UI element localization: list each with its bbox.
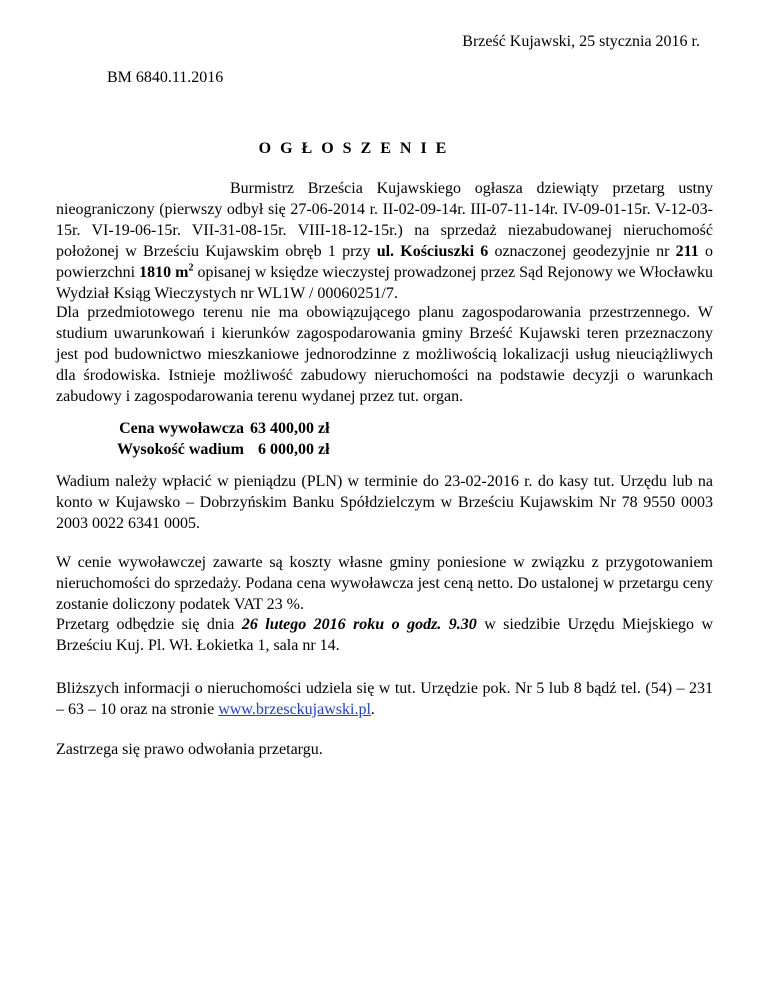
contact-text: Bliższych informacji o nieruchomości udziela się w tut. Urzędzie pok. Nr 5 lub 8 bądź tel. (54) – 231 – 63 – 10 oraz na stronie: [56, 680, 713, 718]
cancellation-note: Zastrzega się prawo odwołania przetargu.: [56, 741, 323, 758]
plot-area: [139, 264, 193, 281]
deposit-label: Wysokość wadium: [117, 441, 244, 458]
announcement-text: opisanej w księdze wieczystej prowadzonej przez Sąd Rejonowy we Włocławku Wydział Ksiąg Wieczystych nr WL1W / 00060251/7.: [56, 264, 714, 302]
deposit-paragraph: Wadium należy wpłacić w pieniądzu (PLN) w terminie do 23-02-2016 r. do kasy tut. Urzędu lub na konto w Kujawsko – Dobrzyńskim Banku Spółdzielczym w Brześciu Kujawskim Nr 78 9550 0003 2003 0022 6341 0005.: [56, 473, 713, 532]
auction-text: w siedzibie Urzędu Miejskiego w Brześciu Kuj. Pl. Wł. Łokietka 1, sala nr 14.: [56, 616, 714, 654]
announcement-text: o powierzchni: [56, 243, 713, 281]
contact-text: .: [370, 701, 375, 718]
starting-price-value: 63 400,00 zł: [249, 420, 330, 437]
announcement-text: Burmistrz Brześcia Kujawskiego ogłasza dziewiąty przetarg ustny nieograniczony (pierwszy odbył się 27-06-2014 r. II-02-09-14r. III-07-11-14r. IV-09-01-15r. V-12-03-15r. VI-19-06-15r. VII-31-08-15r. VIII-18-12-15r.) na sprzedaż niezabudowanej nieruchomość położonej w Brześciu Kujawskim obręb 1 przy: [56, 180, 713, 260]
plot-number: 211: [675, 243, 699, 260]
starting-price-label: Cena wywoławcza: [119, 420, 244, 437]
costs-paragraph: W cenie wywoławczej zawarte są koszty własne gminy poniesione w związku z przygotowaniem nieruchomości do sprzedaży. Podana cena wywoławcza jest ceną netto. Do ustalonej w przetargu ceny zostanie doliczony podatek VAT 23 %.: [56, 554, 713, 613]
zoning-paragraph: Dla przedmiotowego terenu nie ma obowiązującego planu zagospodarowania przestrzennego. W studium uwarunkowań i kierunków zagospodarowania gminy Brześć Kujawski teren przeznaczony jest pod budownictwo mieszkaniowe jednorodzinne z możliwością lokalizacji usług nieuciążliwych dla środowiska. Istnieje możliwość zabudowy nieruchomości na podstawie decyzji o warunkach zabudowy i zagospodarowania terenu wydanej przez tut. organ.: [56, 304, 713, 405]
auction-text: Przetarg odbędzie się dnia: [56, 616, 242, 633]
contact-paragraph: [56, 678, 713, 720]
auction-datetime: 26 lutego 2016 roku o godz. 9.30: [241, 616, 477, 633]
deposit-value: 6 000,00 zł: [257, 441, 330, 458]
document-date: Brześć Kujawski, 25 stycznia 2016 r.: [462, 33, 700, 50]
reference-number: BM 6840.11.2016: [107, 69, 224, 86]
document-title: OGŁOSZENIE: [258, 140, 456, 157]
auction-date-paragraph: [56, 614, 713, 656]
announcement-text: oznaczonej geodezyjnie nr: [488, 243, 676, 260]
announcement-paragraph: [56, 178, 713, 304]
street-address: ul. Kościuszki 6: [376, 243, 489, 260]
deposit-row: [117, 439, 330, 460]
plot-area-exponent: 2: [188, 262, 194, 274]
price-table: [117, 418, 330, 460]
plot-area-value: 1810 m: [139, 264, 189, 281]
website-link[interactable]: www.brzesckujawski.pl: [218, 701, 371, 718]
starting-price-row: [117, 418, 330, 439]
